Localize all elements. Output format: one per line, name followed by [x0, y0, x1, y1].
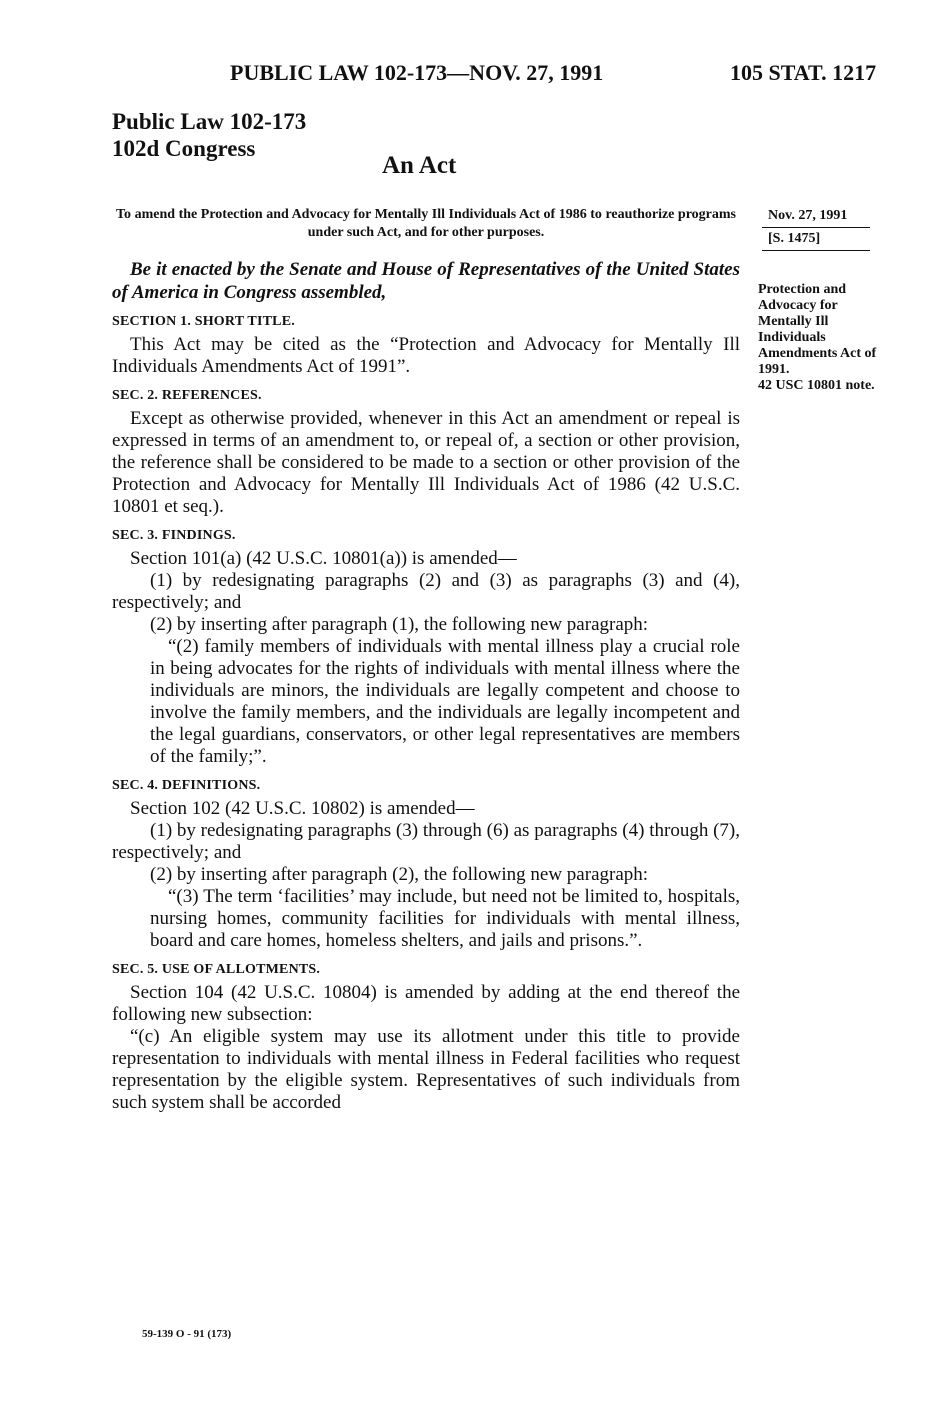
section-1-text: This Act may be cited as the “Protection and Advocacy for Mentally Ill Individuals Amendments Act of 1991”.	[112, 334, 740, 377]
public-law-number: Public Law 102-173	[112, 109, 307, 134]
margin-short-title-note: Protection and Advocacy for Mentally Ill Individuals Amendments Act of 1991.	[758, 282, 877, 377]
section-5-quoted-subsection: “(c) An eligible system may use its allotment under this title to provide representation to individuals with mental illness in Federal facilities who request representation by the eligible system. Representatives of such individuals from such system shall be accorded	[112, 1026, 740, 1113]
section-4-heading: SEC. 4. DEFINITIONS.	[112, 778, 261, 793]
section-3-heading: SEC. 3. FINDINGS.	[112, 528, 236, 543]
section-4-paragraph-1: (1) by redesignating paragraphs (3) through (6) as paragraphs (4) through (7), respectively; and	[112, 820, 740, 863]
margin-citation-note: 42 USC 10801 note.	[758, 378, 875, 393]
statute-page-number: 105 STAT. 1217	[730, 60, 877, 85]
act-body	[112, 206, 740, 1114]
margin-rule	[762, 227, 870, 228]
section-2-text: Except as otherwise provided, whenever in this Act an amendment or repeal is expressed in terms of an amendment to, or repeal of, a section or other provision, the reference shall be considered to be made to a section or other provision of the Protection and Advocacy for Mentally Ill Individuals Act of 1986 (42 U.S.C. 10801 et seq.).	[112, 408, 740, 517]
print-job-footer: 59-139 O - 91 (173)	[142, 1328, 232, 1340]
enactment-date: Nov. 27, 1991	[768, 208, 848, 223]
enacting-clause: Be it enacted by the Senate and House of Representatives of the United States of America in Congress assembled,	[112, 259, 740, 303]
section-1-heading: SECTION 1. SHORT TITLE.	[112, 314, 295, 329]
section-4-quoted-paragraph: “(3) The term ‘facilities’ may include, but need not be limited to, hospitals, nursing homes, community facilities for individuals with mental illness, board and care homes, homeless shelters, and jails and prisons.”.	[150, 886, 740, 951]
margin-rule	[762, 250, 870, 251]
law-date-heading: PUBLIC LAW 102-173—NOV. 27, 1991	[230, 60, 604, 85]
section-2-heading: SEC. 2. REFERENCES.	[112, 388, 262, 403]
section-5-heading: SEC. 5. USE OF ALLOTMENTS.	[112, 962, 321, 977]
section-4-intro: Section 102 (42 U.S.C. 10802) is amended—	[130, 798, 475, 819]
purpose-clause: To amend the Protection and Advocacy for Mentally Ill Individuals Act of 1986 to reauthorize programs under such Act, and for other purposes.	[116, 207, 736, 240]
public-law-designation	[112, 108, 306, 162]
senate-bill-number: [S. 1475]	[768, 231, 821, 246]
section-3-paragraph-2: (2) by inserting after paragraph (1), the following new paragraph:	[150, 614, 649, 635]
running-header	[0, 56, 948, 92]
section-3-paragraph-1: (1) by redesignating paragraphs (2) and (3) as paragraphs (3) and (4), respectively; and	[112, 570, 740, 613]
act-title: An Act	[382, 152, 457, 179]
margin-date-note	[758, 208, 878, 251]
section-5-intro: Section 104 (42 U.S.C. 10804) is amended by adding at the end thereof the following new subsection:	[112, 982, 740, 1025]
section-4-paragraph-2: (2) by inserting after paragraph (2), the following new paragraph:	[150, 864, 649, 885]
section-3-quoted-paragraph: “(2) family members of individuals with mental illness play a crucial role in being advocates for the rights of individuals with mental illness where the individuals are minors, the individuals are legally competent and choose to involve the family members, and the individuals are legally incompetent and the legal guardians, conservators, or other legal representatives are members of the family;”.	[150, 636, 740, 767]
congress-number: 102d Congress	[112, 136, 256, 161]
section-3-intro: Section 101(a) (42 U.S.C. 10801(a)) is amended—	[130, 548, 517, 569]
